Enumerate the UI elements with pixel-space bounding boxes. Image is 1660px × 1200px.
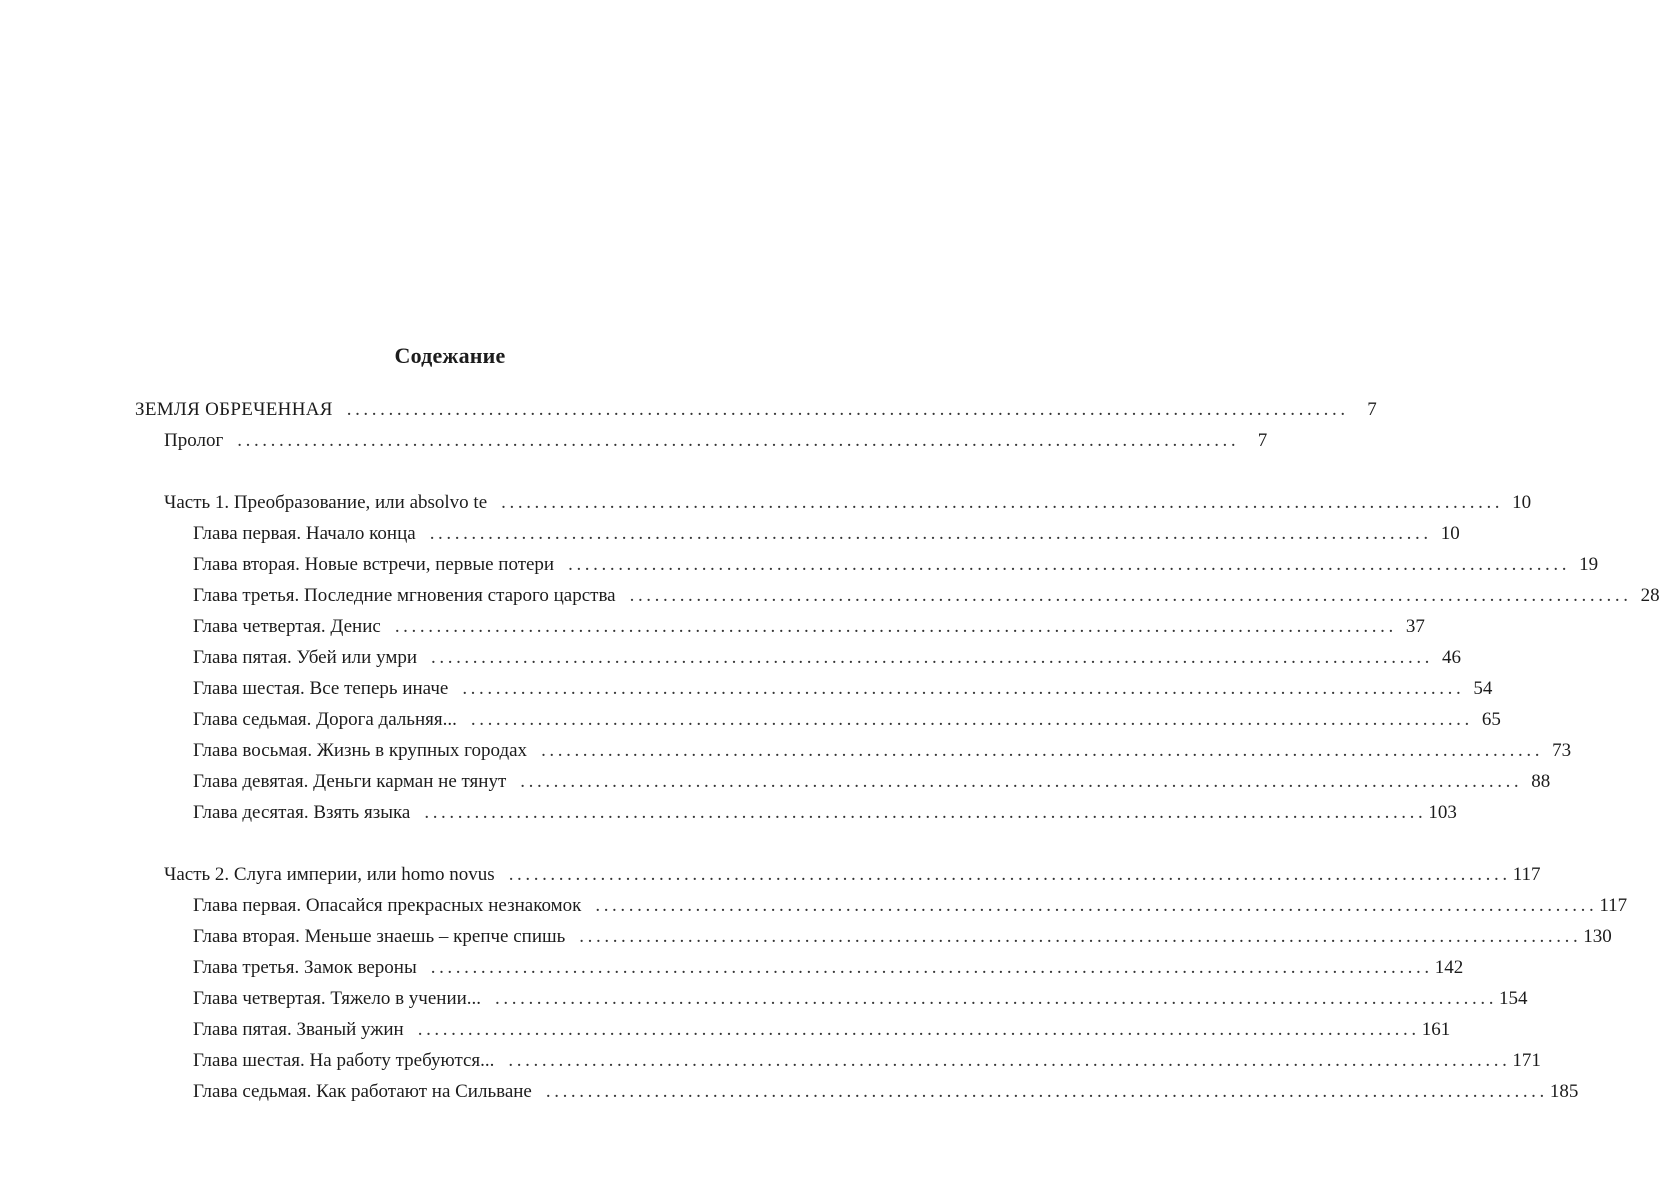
- dot-leader: ........................................................................................................................: [495, 988, 1498, 1009]
- toc-entry: [193, 737, 1572, 765]
- toc-entry-page: 19: [1579, 554, 1599, 575]
- dot-leader: ........................................................................................................................: [568, 554, 1571, 575]
- toc-entry-page: 7: [1257, 430, 1268, 451]
- toc-entry: [193, 1047, 1541, 1075]
- toc-entry: [193, 954, 1464, 982]
- toc-entry-label: Глава девятая. Деньги карман не тянут: [193, 771, 507, 792]
- dot-leader: ........................................................................................................................: [520, 771, 1523, 792]
- toc-entry-label: Глава первая. Опасайся прекрасных незнакомок: [193, 895, 582, 916]
- toc-entry-page: 154: [1499, 988, 1528, 1009]
- toc-entry-label: Глава третья. Последние мгновения старого царства: [193, 585, 616, 606]
- toc-entry-page: 117: [1599, 895, 1628, 916]
- toc-entry-page: 10: [1512, 492, 1532, 513]
- toc-entry-page: 46: [1442, 647, 1462, 668]
- toc-entry-page: 73: [1552, 740, 1572, 761]
- toc-entry-page: 65: [1481, 709, 1501, 730]
- toc-entry-page: 142: [1434, 957, 1464, 978]
- dot-leader: ........................................................................................................................: [462, 678, 1465, 699]
- dot-leader: ........................................................................................................................: [579, 926, 1582, 947]
- toc-entry: [193, 644, 1462, 672]
- toc-entry-label: ЗЕМЛЯ ОБРЕЧЕННАЯ: [135, 399, 333, 420]
- toc-entry-label: Глава третья. Замок вероны: [193, 957, 417, 978]
- toc-entry-label: Глава шестая. На работу требуются...: [193, 1050, 495, 1071]
- toc-entry-label: Глава пятая. Званый ужин: [193, 1019, 404, 1040]
- toc-entry-label: Глава седьмая. Дорога дальняя...: [193, 709, 457, 730]
- toc-entry-page: 28: [1640, 585, 1660, 606]
- toc-entry-page: 54: [1473, 678, 1493, 699]
- toc-entry: [193, 892, 1628, 920]
- toc-entry-page: 10: [1440, 523, 1460, 544]
- toc-entry-label: Глава седьмая. Как работают на Сильване: [193, 1081, 532, 1102]
- toc-entry: [193, 1016, 1451, 1044]
- toc-entry-page: 130: [1583, 926, 1612, 947]
- toc-entry-label: Глава десятая. Взять языка: [193, 802, 411, 823]
- toc-entry: [164, 861, 1541, 889]
- toc-entry-label: Часть 1. Преобразование, или absolvo te: [164, 492, 488, 513]
- toc-entry: [193, 551, 1599, 579]
- toc-entry-label: Пролог: [164, 430, 224, 451]
- toc-entry-label: Глава четвертая. Тяжело в учении...: [193, 988, 482, 1009]
- dot-leader: ........................................................................................................................: [430, 957, 1433, 978]
- toc-entry-label: Часть 2. Слуга империи, или homo novus: [164, 864, 495, 885]
- toc-entry: [193, 520, 1460, 548]
- toc-entry: [193, 582, 1660, 610]
- dot-leader: ........................................................................................................................: [545, 1081, 1548, 1102]
- dot-leader: ........................................................................................................................: [431, 647, 1434, 668]
- toc-entry-label: Глава вторая. Новые встречи, первые потери: [193, 554, 555, 575]
- dot-leader: ........................................................................................................................: [508, 1050, 1511, 1071]
- toc-entry: [193, 923, 1612, 951]
- toc-entry: [193, 1078, 1579, 1106]
- toc-entry: [164, 489, 1532, 517]
- dot-leader: ........................................................................................................................: [346, 399, 1349, 420]
- toc-entry: [193, 613, 1425, 641]
- toc-entry: [164, 427, 1268, 455]
- toc-entry-page: 161: [1421, 1019, 1451, 1040]
- dot-leader: ........................................................................................................................: [237, 430, 1240, 451]
- dot-leader: ........................................................................................................................: [470, 709, 1473, 730]
- dot-leader: ........................................................................................................................: [508, 864, 1511, 885]
- toc-entry: [193, 706, 1501, 734]
- dot-leader: ........................................................................................................................: [429, 523, 1432, 544]
- toc-entry: [135, 396, 1377, 424]
- toc-entry-page: 103: [1428, 802, 1457, 823]
- toc-entry-page: 185: [1549, 1081, 1579, 1102]
- toc-entry-label: Глава пятая. Убей или умри: [193, 647, 418, 668]
- toc-entry-page: 37: [1405, 616, 1425, 637]
- toc-entry-page: 117: [1512, 864, 1541, 885]
- page-title: Содежание: [394, 343, 506, 368]
- dot-leader: ........................................................................................................................: [501, 492, 1504, 513]
- dot-leader: ........................................................................................................................: [394, 616, 1397, 637]
- toc-entry-label: Глава шестая. Все теперь иначе: [193, 678, 449, 699]
- toc-entry-page: 88: [1531, 771, 1551, 792]
- toc-entry: [193, 768, 1551, 796]
- toc-entry-label: Глава вторая. Меньше знаешь – крепче спишь: [193, 926, 566, 947]
- toc-entry: [193, 675, 1493, 703]
- toc-entry-page: 171: [1512, 1050, 1541, 1071]
- dot-leader: ........................................................................................................................: [629, 585, 1632, 606]
- dot-leader: ........................................................................................................................: [541, 740, 1544, 761]
- toc-entry-label: Глава восьмая. Жизнь в крупных городах: [193, 740, 528, 761]
- toc-entry: [193, 985, 1528, 1013]
- toc-entry-label: Глава первая. Начало конца: [193, 523, 416, 544]
- toc-entry: [193, 799, 1457, 827]
- toc-entry-label: Глава четвертая. Денис: [193, 616, 381, 637]
- toc-entry-page: 7: [1367, 399, 1377, 420]
- dot-leader: ........................................................................................................................: [424, 802, 1427, 823]
- dot-leader: ........................................................................................................................: [417, 1019, 1420, 1040]
- dot-leader: ........................................................................................................................: [595, 895, 1598, 916]
